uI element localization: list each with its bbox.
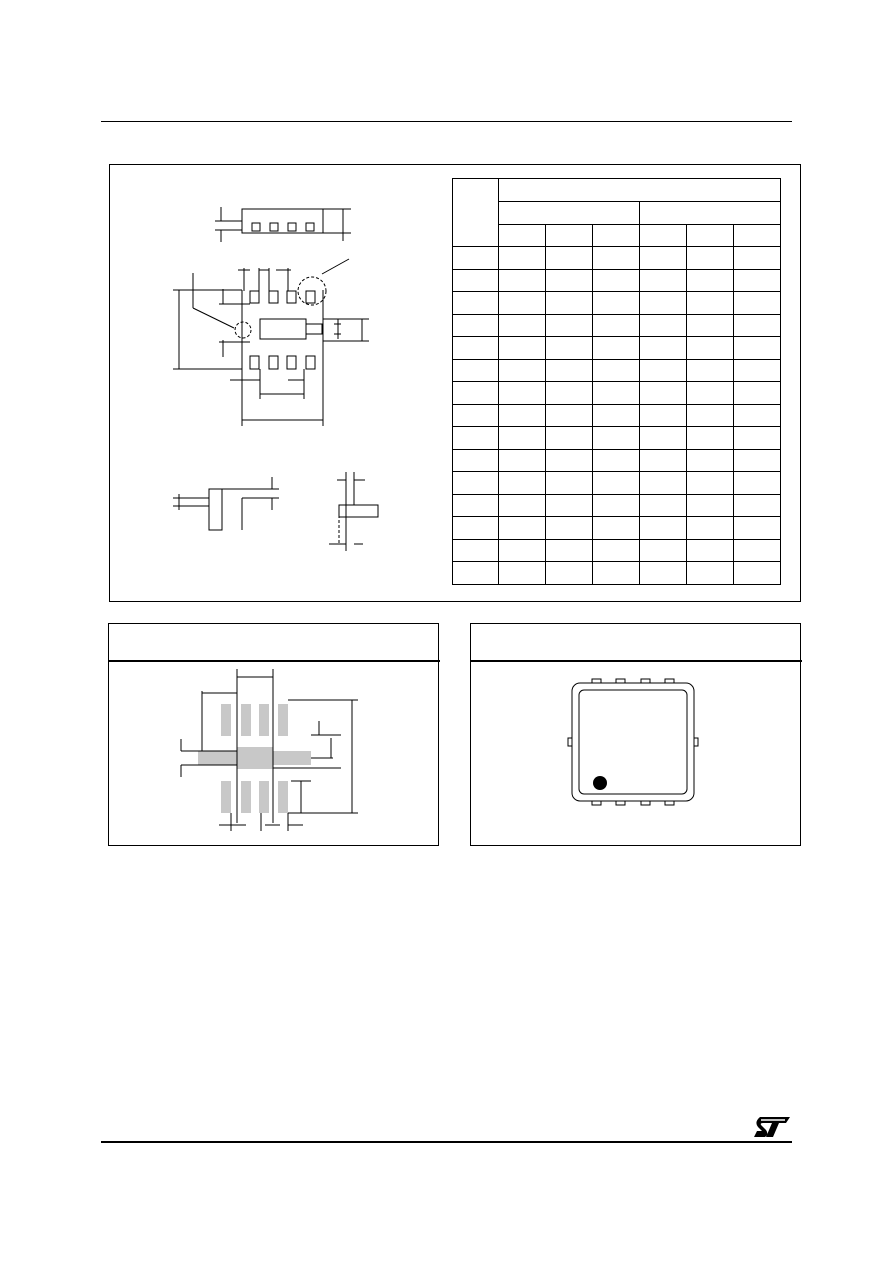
table-cell (453, 337, 499, 360)
table-cell (640, 404, 687, 427)
package-top-view-drawing (471, 624, 802, 847)
table-cell (499, 494, 546, 517)
table-row (453, 472, 781, 495)
table-cell (593, 337, 640, 360)
table-cell (499, 449, 546, 472)
table-cell (546, 539, 593, 562)
table-row (453, 359, 781, 382)
table-row (453, 247, 781, 270)
table-cell (453, 382, 499, 405)
table-cell (499, 404, 546, 427)
table-cell (687, 404, 734, 427)
table-cell (453, 404, 499, 427)
table-cell (734, 269, 781, 292)
table-cell (687, 314, 734, 337)
footer-rule (101, 1141, 792, 1143)
footprint-drawing (109, 624, 440, 847)
table-cell (593, 539, 640, 562)
table-cell (593, 427, 640, 450)
table-cell (499, 359, 546, 382)
detail-a (173, 477, 279, 530)
table-row (453, 269, 781, 292)
marking-panel (470, 623, 801, 846)
table-cell (546, 247, 593, 270)
table-cell (593, 494, 640, 517)
table-cell (593, 562, 640, 585)
table-cell (687, 292, 734, 315)
table-cell (734, 382, 781, 405)
table-cell (640, 517, 687, 540)
side-view (215, 207, 351, 242)
table-cell (499, 314, 546, 337)
table-header-cell (546, 224, 593, 247)
st-logo (752, 1114, 792, 1140)
table-cell (453, 359, 499, 382)
table-cell (734, 494, 781, 517)
table-cell (734, 517, 781, 540)
table-cell (734, 449, 781, 472)
table-cell (546, 562, 593, 585)
table-cell (734, 404, 781, 427)
table-cell (453, 494, 499, 517)
table-cell (546, 494, 593, 517)
table-cell (640, 337, 687, 360)
table-cell (687, 517, 734, 540)
table-row (453, 314, 781, 337)
table-cell (687, 494, 734, 517)
table-cell (593, 382, 640, 405)
table-header-row (453, 179, 781, 202)
table-header-cell (593, 224, 640, 247)
table-row (453, 539, 781, 562)
table-cell (640, 359, 687, 382)
table-cell (546, 404, 593, 427)
pin1-marker-dot (593, 776, 607, 790)
table-cell (546, 449, 593, 472)
table-cell (453, 472, 499, 495)
table-cell (499, 382, 546, 405)
table-cell (546, 359, 593, 382)
table-cell (734, 292, 781, 315)
table-cell (593, 472, 640, 495)
table-cell (640, 449, 687, 472)
table-row (453, 404, 781, 427)
table-cell (687, 269, 734, 292)
dimension-table (452, 178, 781, 585)
table-cell (593, 404, 640, 427)
table-cell (499, 269, 546, 292)
table-header-cell (640, 224, 687, 247)
table-cell (499, 427, 546, 450)
table-cell (593, 449, 640, 472)
table-cell (687, 562, 734, 585)
table-cell (453, 517, 499, 540)
table-cell (593, 269, 640, 292)
table-cell (453, 292, 499, 315)
table-cell (453, 449, 499, 472)
table-cell (640, 292, 687, 315)
table-row (453, 562, 781, 585)
table-cell (734, 562, 781, 585)
table-cell (640, 472, 687, 495)
table-cell (453, 427, 499, 450)
table-row (453, 382, 781, 405)
footprint-panel (108, 623, 439, 846)
table-cell (546, 382, 593, 405)
table-header-cell (453, 179, 499, 247)
table-cell (546, 472, 593, 495)
table-cell (687, 449, 734, 472)
table-cell (499, 292, 546, 315)
table-cell (453, 562, 499, 585)
bottom-view (173, 259, 369, 426)
table-cell (640, 427, 687, 450)
table-cell (734, 359, 781, 382)
table-cell (499, 337, 546, 360)
table-cell (453, 539, 499, 562)
detail-b (329, 472, 378, 551)
table-cell (593, 292, 640, 315)
table-cell (593, 517, 640, 540)
table-cell (687, 337, 734, 360)
table-body (453, 247, 781, 585)
table-cell (546, 292, 593, 315)
table-header-cell (499, 202, 640, 225)
table-header-cell (640, 202, 781, 225)
table-cell (734, 314, 781, 337)
table-cell (640, 314, 687, 337)
table-cell (640, 382, 687, 405)
table-cell (499, 539, 546, 562)
table-cell (687, 472, 734, 495)
table-row (453, 337, 781, 360)
table-cell (687, 247, 734, 270)
table-cell (640, 247, 687, 270)
table-cell (687, 359, 734, 382)
table-row (453, 449, 781, 472)
table-row (453, 292, 781, 315)
table-cell (640, 562, 687, 585)
table-header-cell (734, 224, 781, 247)
table-cell (734, 539, 781, 562)
table-cell (499, 517, 546, 540)
table-cell (453, 314, 499, 337)
table-cell (546, 337, 593, 360)
table-cell (640, 539, 687, 562)
table-cell (453, 269, 499, 292)
table-cell (593, 359, 640, 382)
table-cell (640, 494, 687, 517)
table-cell (593, 314, 640, 337)
table-cell (734, 247, 781, 270)
table-cell (687, 539, 734, 562)
table-cell (687, 427, 734, 450)
table-cell (546, 517, 593, 540)
table-cell (593, 247, 640, 270)
table-row (453, 494, 781, 517)
table-cell (734, 472, 781, 495)
table-cell (546, 427, 593, 450)
table-row (453, 517, 781, 540)
table-cell (453, 247, 499, 270)
table-cell (734, 427, 781, 450)
table-cell (499, 472, 546, 495)
package-outline-frame (109, 164, 801, 602)
table-cell (499, 562, 546, 585)
table-cell (640, 269, 687, 292)
table-cell (546, 314, 593, 337)
table-header-row (453, 202, 781, 225)
table-cell (687, 382, 734, 405)
table-cell (734, 337, 781, 360)
table-cell (546, 269, 593, 292)
table-row (453, 427, 781, 450)
table-header-cell (687, 224, 734, 247)
table-header-row (453, 224, 781, 247)
table-header-cell (499, 179, 781, 202)
header-rule (101, 121, 792, 122)
table-header-cell (499, 224, 546, 247)
table-cell (499, 247, 546, 270)
